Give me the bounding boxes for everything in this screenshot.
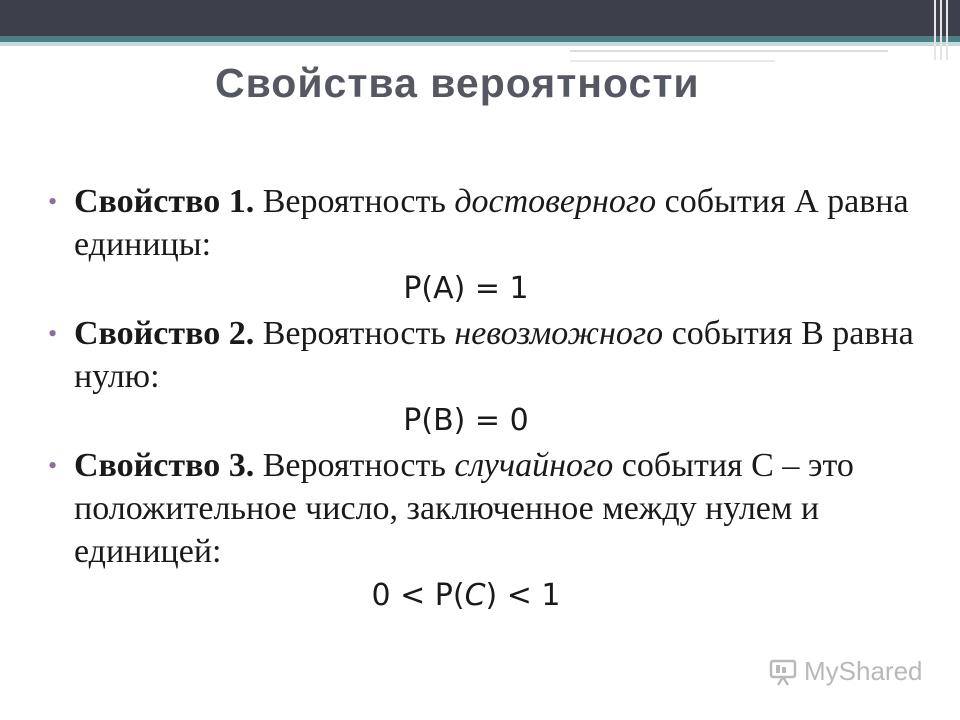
property-text: Вероятность (254, 183, 455, 220)
formula-2: P(B) = 0 (403, 403, 529, 438)
property-text: события А равна единицы: (74, 183, 909, 263)
property-text: Вероятность (254, 447, 455, 484)
formula-part: ) < 1 (485, 578, 561, 613)
bullet-icon: • (48, 187, 58, 216)
bullet-icon: • (48, 319, 58, 348)
property-label: Свойство 3. (74, 447, 255, 484)
property-emphasis: достоверного (454, 183, 657, 220)
slide-light-stripe (0, 42, 960, 46)
watermark-text: MyShared (804, 656, 923, 686)
property-text: события С – это положительное число, заключенное между нулем и единицей: (74, 447, 854, 570)
property-emphasis: случайного (454, 447, 614, 484)
property-label: Свойство 2. (74, 315, 255, 352)
watermark (768, 656, 923, 687)
property-2 (48, 312, 928, 398)
corner-decoration (934, 0, 952, 60)
decorative-line (570, 50, 888, 52)
property-emphasis: невозможного (454, 315, 664, 352)
slide-content (48, 180, 928, 619)
formula-3 (74, 573, 928, 619)
property-3 (48, 444, 928, 573)
property-text: события В равна нулю: (74, 315, 914, 395)
formula-variable: C (464, 578, 486, 613)
page-title: Свойства вероятности (215, 60, 700, 106)
slide-top-bar (0, 0, 960, 36)
bullet-icon: • (48, 451, 58, 480)
property-1 (48, 180, 928, 266)
presentation-board-icon (768, 657, 798, 687)
property-text: Вероятность (254, 315, 455, 352)
property-label: Свойство 1. (74, 183, 255, 220)
formula-part: 0 < P( (371, 578, 465, 613)
formula-1: P(A) = 1 (403, 271, 529, 306)
